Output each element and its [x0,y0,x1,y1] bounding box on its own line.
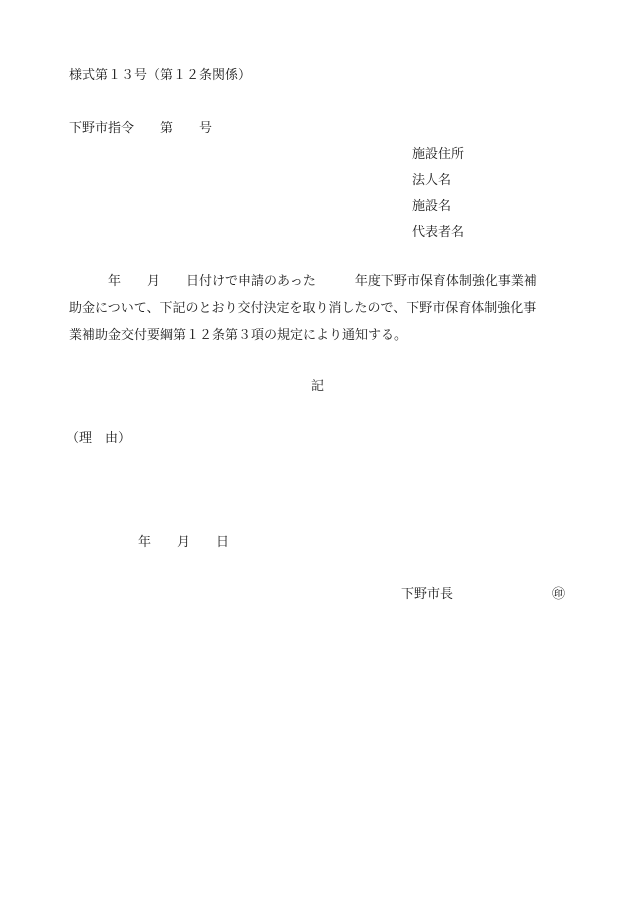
signatory: 下野市長 [401,587,454,602]
directive-number: 下野市指令 第 号 [69,121,213,136]
representative-label: 代表者名 [412,225,465,240]
body-line: 業補助金交付要綱第１２条第３項の規定により通知する。 [69,328,408,343]
notice-body [69,268,569,349]
seal-mark: ㊞ [552,587,566,602]
heading-ki: 記 [311,379,325,394]
reason-label: （理 由） [66,431,132,446]
facility-label: 施設名 [412,199,452,214]
corporation-label: 法人名 [412,173,452,188]
body-line: 年 月 日付けで申請のあった 年度下野市保育体制強化事業補 [69,274,537,289]
address-label: 施設住所 [412,147,465,162]
date-line: 年 月 日 [138,535,230,550]
body-line: 助金について、下記のとおり交付決定を取り消したので、下野市保育体制強化事 [69,301,537,316]
form-number: 様式第１３号（第１２条関係） [69,68,252,83]
